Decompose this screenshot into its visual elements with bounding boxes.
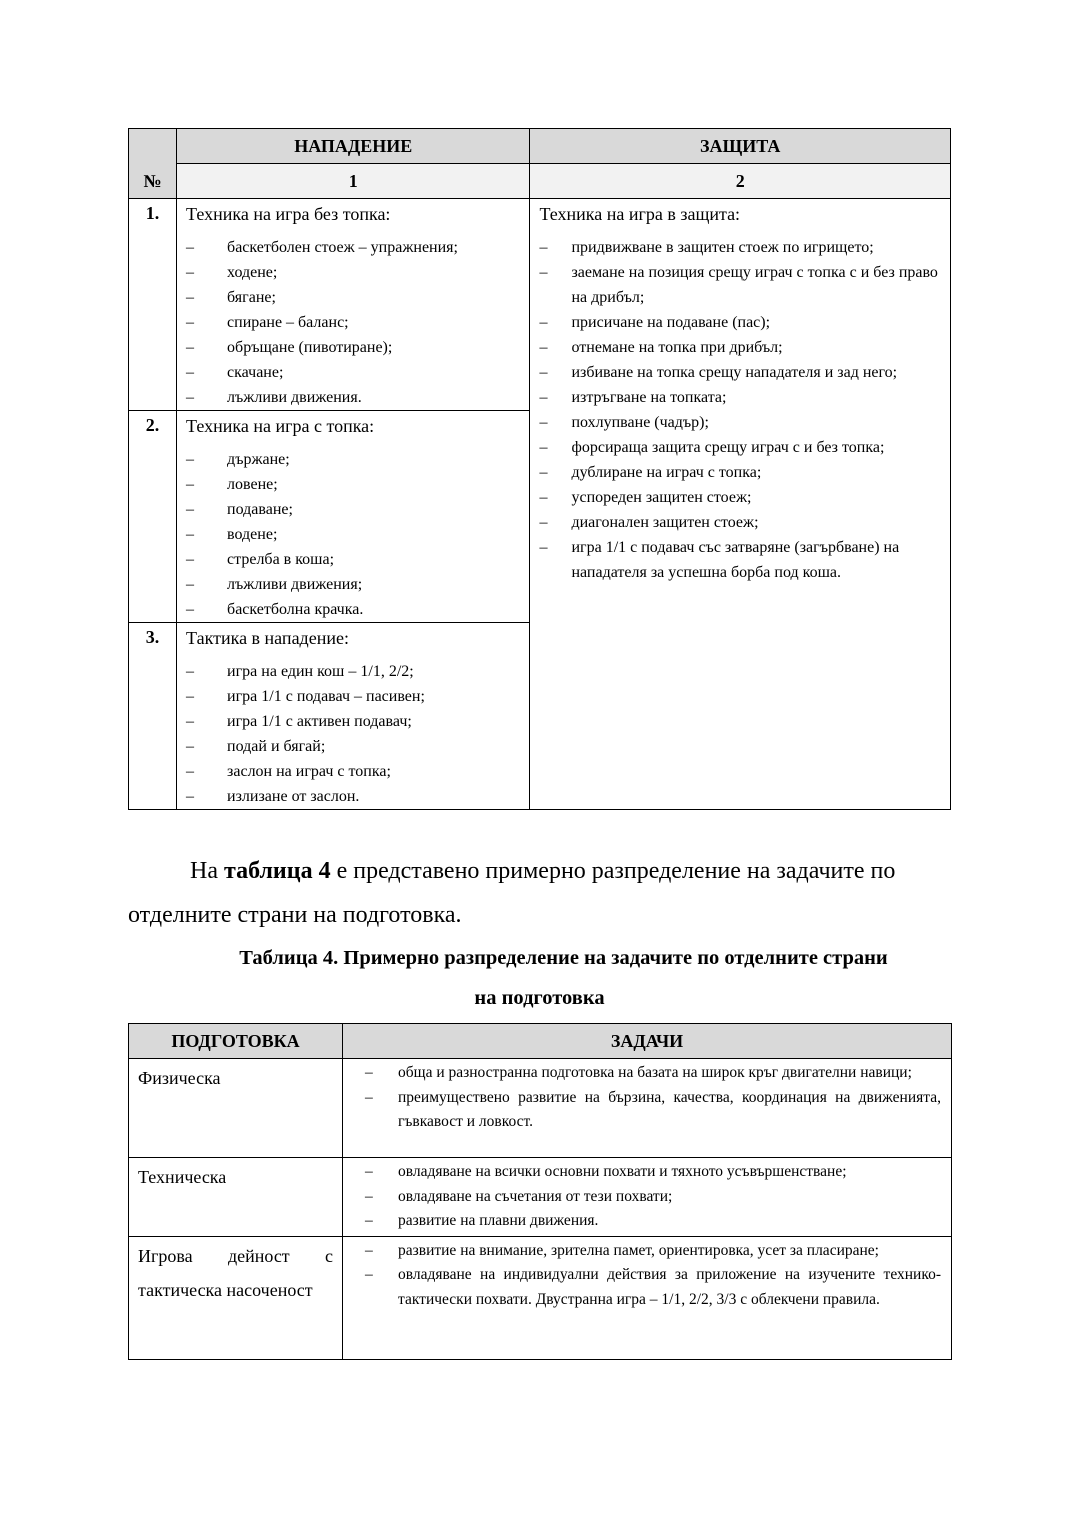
list-item: – игра 1/1 с активен подавач; <box>186 709 521 734</box>
list-item: – скачане; <box>186 360 521 385</box>
attack-section <box>177 623 530 810</box>
list-item: – лъжливи движения; <box>186 572 521 597</box>
number-column-header: № <box>129 129 177 199</box>
section-title: Техника на игра без топка: <box>186 204 391 224</box>
tasks-cell <box>343 1059 952 1158</box>
list-item: – ловене; <box>186 472 521 497</box>
list-item: – форсираща защита срещу играч с и без топка; <box>539 435 942 460</box>
section-list <box>186 447 521 622</box>
list-item: – заслон на играч с топка; <box>186 759 521 784</box>
attack-section <box>177 411 530 623</box>
section-list <box>539 235 942 585</box>
section-list <box>186 235 521 410</box>
defense-column-index: 2 <box>530 164 951 199</box>
list-item: – заемане на позиция срещу играч с топка с и без право на дрибъл; <box>539 260 942 310</box>
table-caption <box>128 938 951 1018</box>
tasks-list <box>343 1158 951 1236</box>
list-item: – подай и бягай; <box>186 734 521 759</box>
tasks-cell <box>343 1158 952 1237</box>
caption-line-2: на подготовка <box>474 987 605 1009</box>
list-item: – изтръгване на топката; <box>539 385 942 410</box>
tasks-column-header: ЗАДАЧИ <box>343 1024 952 1059</box>
list-item: – овладяване на индивидуални действия за приложение на изучените технико-тактически похвати. Двустранна игра – 1/1, 2/2, 3/3 с облекчени правила. <box>365 1263 941 1312</box>
list-item: – обръщане (пивотиране); <box>186 335 521 360</box>
list-item: – овладяване на съчетания от тези похвати; <box>365 1185 941 1210</box>
list-item: – игра на един кош – 1/1, 2/2; <box>186 659 521 684</box>
list-item: – ходене; <box>186 260 521 285</box>
paragraph-text-end: е представено примерно разпределение на задачите по отделните страни на подготовка. <box>128 858 896 928</box>
attack-section <box>177 199 530 411</box>
list-item: – водене; <box>186 522 521 547</box>
list-item: – баскетболна крачка. <box>186 597 521 622</box>
list-item: – овладяване на всички основни похвати и тяхното усъвършенстване; <box>365 1160 941 1185</box>
list-item: – игра 1/1 с подавач – пасивен; <box>186 684 521 709</box>
section-title: Техника на игра с топка: <box>186 416 375 436</box>
section-list <box>186 659 521 809</box>
list-item: – похлупване (чадър); <box>539 410 942 435</box>
list-item: – подаване; <box>186 497 521 522</box>
preparation-type: Физическа <box>129 1059 343 1158</box>
list-item: – присичане на подаване (пас); <box>539 310 942 335</box>
table-reference: таблица 4 <box>223 858 331 884</box>
list-item: – бягане; <box>186 285 521 310</box>
section-number: 3. <box>129 623 177 810</box>
training-content-table <box>128 128 951 810</box>
list-item: – преимуществено развитие на бързина, качества, координация на движенията, гъвкавост и ловкост. <box>365 1086 941 1135</box>
body-paragraph <box>128 849 951 937</box>
list-item: – държане; <box>186 447 521 472</box>
table-row <box>129 1158 952 1237</box>
tasks-cell <box>343 1236 952 1359</box>
tasks-list <box>343 1237 951 1315</box>
preparation-tasks-table <box>128 1023 952 1360</box>
list-item: – лъжливи движения. <box>186 385 521 410</box>
list-item: – развитие на плавни движения. <box>365 1209 941 1234</box>
list-item: – дублиране на играч с топка; <box>539 460 942 485</box>
list-item: – избиване на топка срещу нападателя и зад него; <box>539 360 942 385</box>
defense-column-header: ЗАЩИТА <box>530 129 951 164</box>
preparation-type: Игрова дейност с тактическа насоченост <box>129 1236 343 1359</box>
attack-column-header: НАПАДЕНИЕ <box>177 129 530 164</box>
list-item: – развитие на внимание, зрителна памет, ориентировка, усет за пласиране; <box>365 1239 941 1264</box>
section-number: 2. <box>129 411 177 623</box>
table-row <box>129 1059 952 1158</box>
list-item: – излизане от заслон. <box>186 784 521 809</box>
caption-line-1: Таблица 4. Примерно разпределение на задачите по отделните страни <box>239 947 888 969</box>
tasks-list <box>343 1059 951 1137</box>
section-title: Техника на игра в защита: <box>539 204 741 224</box>
list-item: – придвижване в защитен стоеж по игрището; <box>539 235 942 260</box>
preparation-column-header: ПОДГОТОВКА <box>129 1024 343 1059</box>
attack-column-index: 1 <box>177 164 530 199</box>
list-item: – успореден защитен стоеж; <box>539 485 942 510</box>
list-item: – отнемане на топка при дрибъл; <box>539 335 942 360</box>
list-item: – обща и разностранна подготовка на базата на широк кръг двигателни навици; <box>365 1061 941 1086</box>
list-item: – стрелба в коша; <box>186 547 521 572</box>
list-item: – игра 1/1 с подавач със затваряне (загърбване) на нападателя за успешна борба под коша. <box>539 535 942 585</box>
preparation-type: Техническа <box>129 1158 343 1237</box>
list-item: – диагонален защитен стоеж; <box>539 510 942 535</box>
defense-section <box>530 199 951 810</box>
table-row <box>129 1236 952 1359</box>
list-item: – спиране – баланс; <box>186 310 521 335</box>
list-item: – баскетболен стоеж – упражнения; <box>186 235 521 260</box>
paragraph-text-start: На <box>190 858 224 884</box>
section-number: 1. <box>129 199 177 411</box>
section-title: Тактика в нападение: <box>186 628 349 648</box>
